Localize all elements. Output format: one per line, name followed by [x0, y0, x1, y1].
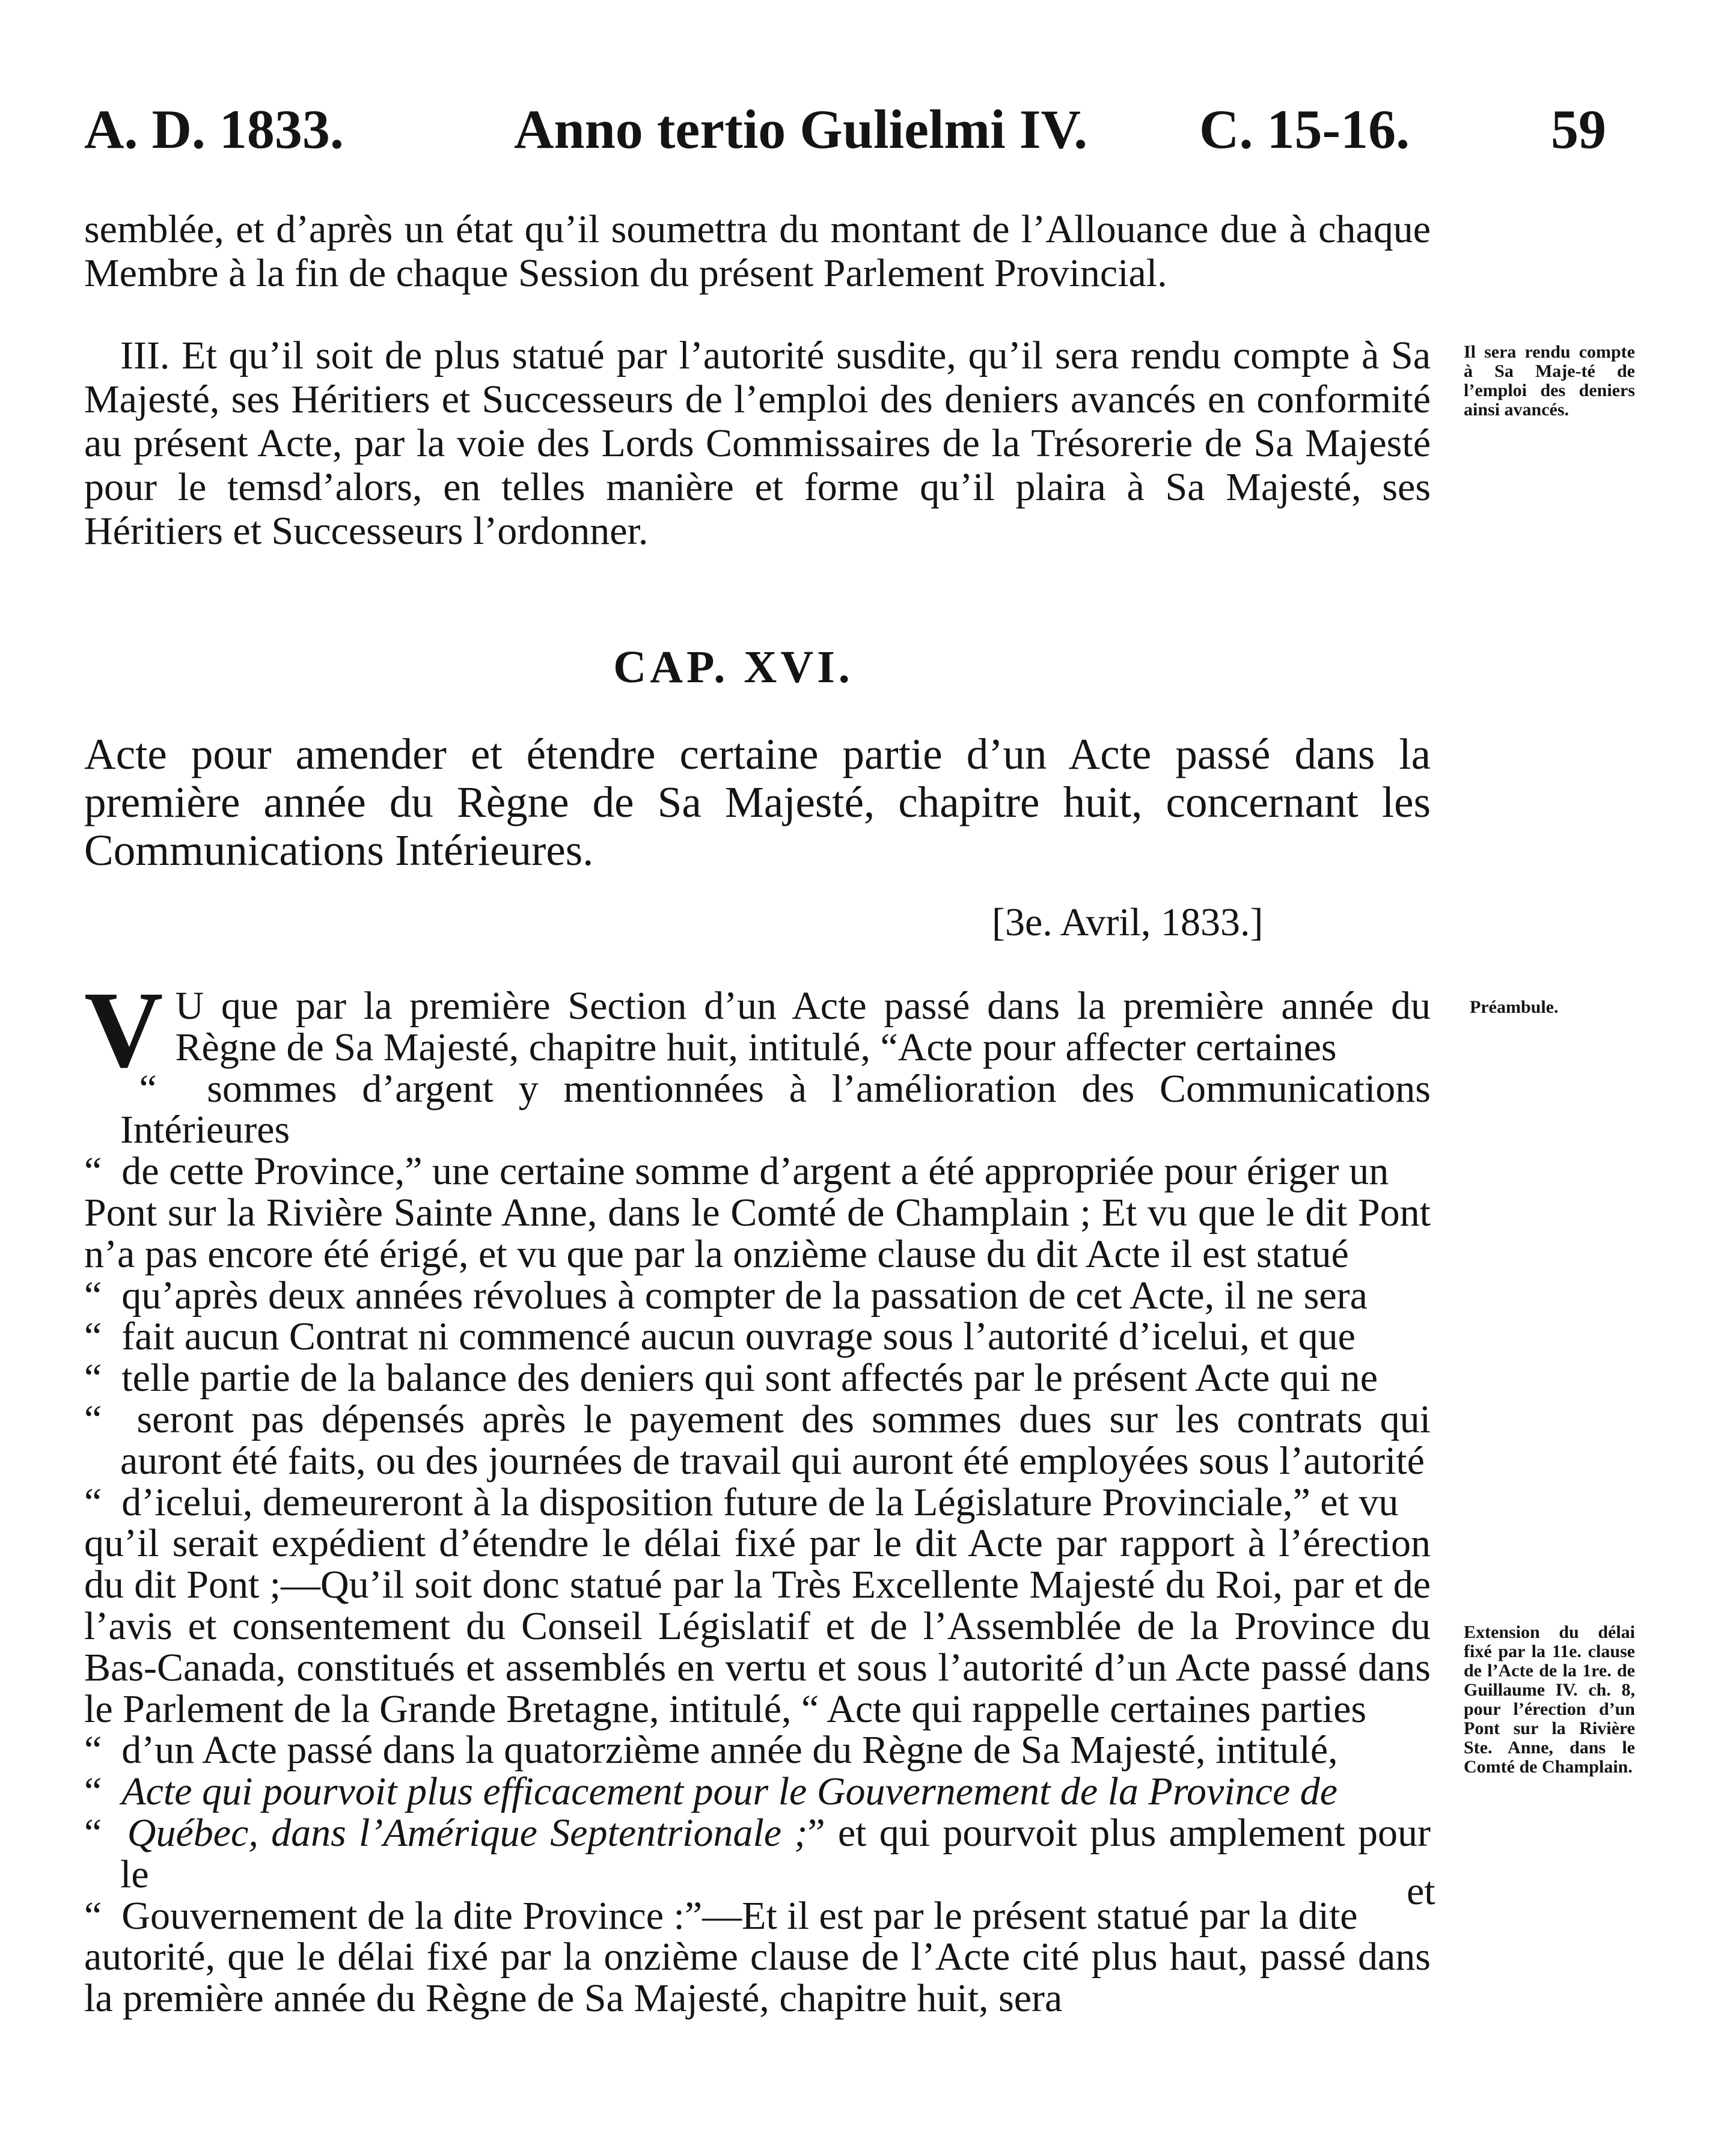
margin-note-preamble: Préambule. [1470, 997, 1559, 1017]
page-number: 59 [1551, 99, 1606, 160]
header-title: Anno tertio Gulielmi IV. [514, 99, 1088, 160]
quoted-line: “ d’icelui, demeureront à la disposition future de la Législature Provinciale,” et vu [84, 1482, 1431, 1524]
closing-text: autorité, que le délai fixé par la onzième clause de l’Acte cité plus haut, passé dans la première année du Règne de Sa Majesté, chapitre huit, sera [84, 1935, 1431, 2021]
header-chapter: C. 15-16. [1199, 99, 1410, 160]
margin-note-accounting: Il sera rendu compte à Sa Maje-té de l’emploi des deniers ainsi avancés. [1464, 342, 1635, 420]
quoted-line: “ sommes d’argent y mentionnées à l’amélioration des Communications Intérieures [84, 1069, 1431, 1152]
quoted-line: “ fait aucun Contrat ni commencé aucun ouvrage sous l’autorité d’icelui, et que [84, 1316, 1431, 1358]
chapter-heading: CAP. XVI. [613, 642, 854, 692]
quoted-line-rest: ” et qui pourvoit plus amplement pour le [120, 1810, 1431, 1896]
continuation-paragraph: semblée, et d’après un état qu’il soumettra du montant de l’Allouance due à chaque Membre à la fin de chaque Session du présent Parlement Provincial. [84, 207, 1431, 295]
quoted-line: “ telle partie de la balance des deniers qui sont affectés par le présent Acte qui ne [84, 1358, 1431, 1399]
section-three-paragraph: III. Et qu’il soit de plus statué par l’autorité susdite, qu’il sera rendu compte à Sa Majesté, ses Héritiers et Successeurs de l’emploi des deniers avancés en conformité au présent Acte, par la voie des Lords Commissaires de la Trésorerie de Sa Majesté pour le temsd’alors, en telles manière et forme qu’il plaira à Sa Majesté, ses Héritiers et Successeurs l’ordonner. [84, 334, 1431, 553]
drop-cap: V [84, 970, 164, 1090]
enacting-clause: qu’il serait expédient d’étendre le délai fixé par le dit Acte par rapport à l’érection du dit Pont ;—Qu’il soit donc statué par la Très Excellente Majesté du Roi, par et de l’avis et consentement du Conseil Législatif et de l’Assemblée de la Province du Bas-Canada, constitués et assemblés en vertu et sous l’autorité d’un Acte passé dans le Parlement de la Grande Bretagne, intitulé, “ Acte qui rappelle certaines parties [84, 1521, 1431, 1731]
act-date: [3e. Avril, 1833.] [992, 900, 1264, 944]
quoted-line-mixed [84, 1810, 1431, 1896]
preamble-middle: Pont sur la Rivière Sainte Anne, dans le Comté de Champlain ; Et vu que le dit Pont n’a pas encore été érigé, et vu que par la onzième clause du dit Acte il est statué [84, 1190, 1431, 1276]
quoted-line: “ d’un Acte passé dans la quatorzième année du Règne de Sa Majesté, intitulé, [84, 1730, 1431, 1771]
act-title: Acte pour amender et étendre certaine partie d’un Acte passé dans la première année du Règne de Sa Majesté, chapitre huit, concernant les Communications Intérieures. [84, 730, 1431, 875]
quoted-line: “ Gouvernement de la dite Province :”—Et il est par le présent statué par la dite [84, 1896, 1431, 1937]
preamble-paragraph [84, 970, 1431, 2021]
quoted-line: “ seront pas dépensés après le payement des sommes dues sur les contrats qui auront été faits, ou des journées de travail qui auront été employées sous l’autorité [84, 1399, 1431, 1482]
quoted-line-italic [84, 1771, 1431, 1813]
italic-act-title: Acte qui pourvoit plus efficacement pour le Gouvernement de la Province de [121, 1770, 1338, 1814]
preamble-opening: U que par la première Section d’un Acte passé dans la première année du Règne de Sa Majesté, chapitre huit, intitulé, “Acte pour affecter certaines [175, 984, 1431, 1069]
quoted-line: “ de cette Province,” une certaine somme d’argent a été appropriée pour ériger un [84, 1151, 1431, 1193]
header-year: A. D. 1833. [84, 99, 344, 160]
margin-note-extension: Extension du délai fixé par la 11e. clause de l’Acte de la 1re. de Guillaume IV. ch. 8, pour l’érection d’un Pont sur la Rivière Ste. Anne, dans le Comté de Champlain. [1464, 1622, 1635, 1777]
quoted-line: “ qu’après deux années révolues à compter de la passation de cet Acte, il ne sera [84, 1275, 1431, 1317]
catchword: et [1407, 1869, 1435, 1913]
italic-act-title-end: Québec, dans l’Amérique Septentrionale ; [127, 1810, 808, 1855]
